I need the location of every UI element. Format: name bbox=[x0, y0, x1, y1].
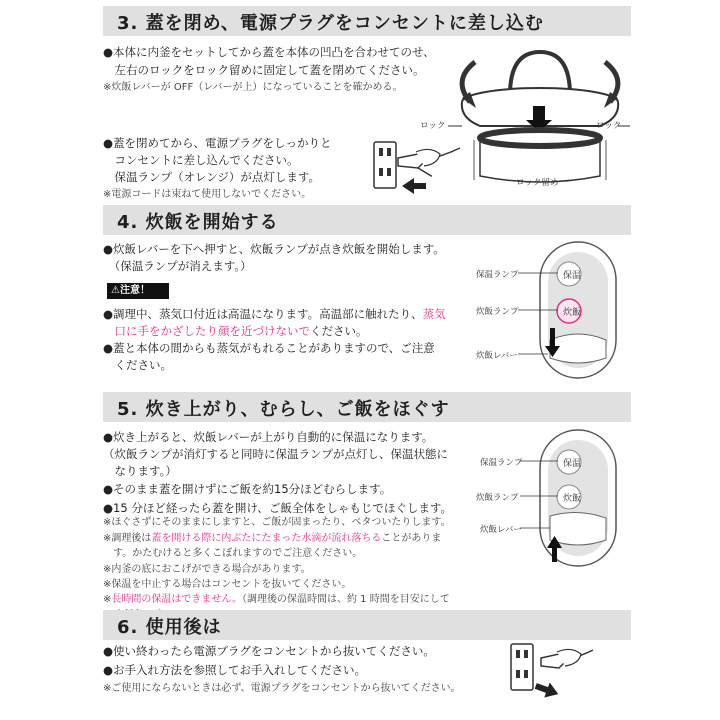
s3-line-1: ●本体に内釜をセットしてから蓋を本体の凹凸を合わせてのせ、 bbox=[103, 45, 435, 59]
panel4-cook-lamp-label: 炊飯ランプ bbox=[476, 307, 519, 317]
panel4-leader-lines bbox=[518, 273, 558, 355]
s5-line-5: ●15 分ほど経ったら蓋を開け、ご飯全体をしゃもじでほぐします。 bbox=[103, 501, 452, 515]
section-5-title: 5. 炊き上がり、むらし、ご飯をほぐす bbox=[117, 399, 450, 420]
outlet-plug-out-illustration bbox=[505, 640, 595, 700]
lock-right-label: ロック bbox=[596, 121, 622, 131]
section-4-title: 4. 炊飯を開始する bbox=[117, 212, 279, 233]
s4-caution-line-3: ●蓋と本体の間からも蒸気がもれることがありますので、ご注意 bbox=[103, 341, 435, 355]
section-6-header bbox=[103, 610, 631, 640]
s5-line-3: なります。） bbox=[103, 464, 177, 478]
panel4-keep-warm-button: 保温 bbox=[563, 271, 582, 281]
s3-line-4: コンセントに差し込んでください。 bbox=[103, 153, 299, 167]
s4-line-2: （保温ランプが消えます。） bbox=[103, 259, 252, 273]
s5-note-6: ※長時間の保温はできません。（調理後の保温時間は、約 1 時間を目安にして bbox=[103, 594, 450, 605]
s4-line-1: ●炊飯レバーを下へ押すと、炊飯ランプが点き炊飯を開始します。 bbox=[103, 242, 445, 256]
panel5-leader-lines bbox=[520, 461, 560, 531]
s6-line-2: ●お手入れ方法を参照してお手入れしてください。 bbox=[103, 663, 367, 677]
s3-note-1: ※炊飯レバーが OFF（レバーが上）になっていることを確かめる。 bbox=[103, 82, 403, 93]
s5-line-4: ●そのまま蓋を開けずにご飯を約15分ほどむらします。 bbox=[103, 482, 392, 496]
panel4-cook-button: 炊飯 bbox=[563, 308, 582, 318]
s6-note-1: ※ご使用にならないときは必ず、電源プラグをコンセントから抜いてください。 bbox=[103, 683, 461, 694]
s5-note-1: ※ほぐさずにそのままにしますと、ご飯が固まったり、ベタついたりします。 bbox=[103, 517, 451, 528]
panel4-lever-label: 炊飯レバー bbox=[476, 351, 518, 361]
section-6-title: 6. 使用後は bbox=[117, 617, 222, 638]
lid-lock-illustration bbox=[440, 40, 630, 190]
lock-left-label: ロック bbox=[420, 121, 446, 131]
s5-line-2: （炊飯ランプが消灯すると同時に保温ランプが点灯し、保温状態に bbox=[103, 447, 448, 461]
panel5-lever-label: 炊飯レバー bbox=[480, 525, 522, 535]
s4-caution-line-4: ください。 bbox=[103, 358, 172, 372]
section-3-header bbox=[103, 6, 631, 36]
s4-caution-line-1: ●調理中、蒸気口付近は高温になります。高温部に触れたり、蒸気 bbox=[103, 307, 446, 321]
panel5-cook-button: 炊飯 bbox=[563, 494, 582, 504]
s5-note-4: ※内釜の底におこげができる場合があります。 bbox=[103, 564, 311, 575]
s3-line-5: 保温ランプ（オレンジ）が点灯します。 bbox=[103, 170, 321, 184]
s5-note-2: ※調理後は蓋を開ける際に内ぶたにたまった水滴が流れ落ちることがありま bbox=[103, 533, 442, 544]
s5-line-1: ●炊き上がると、炊飯レバーが上がり自動的に保温になります。 bbox=[103, 430, 434, 444]
section-4-header bbox=[103, 205, 631, 235]
s5-note-3: す。かたむけると多くこぼれますのでご注意ください。 bbox=[103, 548, 363, 559]
panel5-keep-warm-label: 保温ランプ bbox=[480, 458, 523, 468]
s3-line-2: 左右のロックをロック留めに固定して蓋を閉めてください。 bbox=[103, 63, 425, 77]
s4-caution-line-2: 口に手をかざしたり顔を近づけないでください。 bbox=[114, 324, 368, 338]
panel4-keep-warm-label: 保温ランプ bbox=[476, 270, 519, 280]
section-5-header bbox=[103, 392, 631, 422]
outlet-plug-in-illustration bbox=[368, 138, 468, 200]
caution-badge: ⚠注意！ bbox=[107, 283, 169, 299]
panel5-cook-lamp-label: 炊飯ランプ bbox=[476, 493, 519, 503]
panel5-keep-warm-button: 保温 bbox=[563, 459, 582, 469]
lock-catch-label: ロック留め bbox=[516, 178, 559, 188]
s3-note-2: ※電源コードは束ねて使用しないでください。 bbox=[103, 189, 312, 200]
s6-line-1: ●使い終わったら電源プラグをコンセントから抜いてください。 bbox=[103, 644, 435, 658]
section-3-title: 3. 蓋を閉め、電源プラグをコンセントに差し込む bbox=[117, 13, 544, 34]
s3-line-3: ●蓋を閉めてから、電源プラグをしっかりと bbox=[103, 136, 332, 150]
s5-note-5: ※保温を中止する場合はコンセントを抜いてください。 bbox=[103, 579, 352, 590]
